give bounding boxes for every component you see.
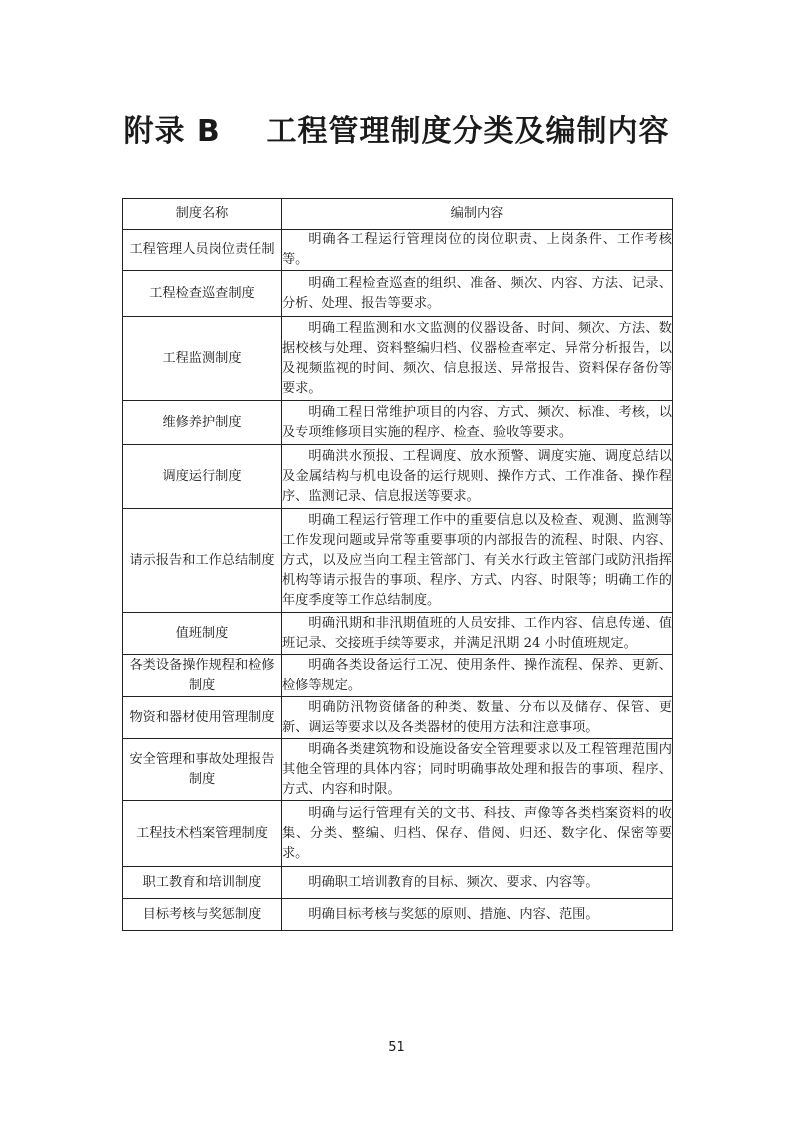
row-name: 请示报告和工作总结制度 xyxy=(123,509,282,613)
row-content: 明确工程日常维护项目的内容、方式、频次、标准、考核，以及专项维修项目实施的程序、检查、验收等要求。 xyxy=(282,401,673,445)
row-name: 职工教育和培训制度 xyxy=(123,867,282,899)
table-row xyxy=(123,739,673,801)
row-name: 工程技术档案管理制度 xyxy=(123,801,282,867)
table-row xyxy=(123,801,673,867)
table-row xyxy=(123,867,673,899)
row-name: 各类设备操作规程和检修制度 xyxy=(123,655,282,697)
row-name: 安全管理和事故处理报告制度 xyxy=(123,739,282,801)
page-number: 51 xyxy=(388,1040,405,1055)
table-row xyxy=(123,613,673,655)
row-content: 明确各类建筑物和设施设备安全管理要求以及工程管理范围内其他全管理的具体内容；同时明确事故处理和报告的事项、程序、方式、内容和时限。 xyxy=(282,739,673,801)
row-content: 明确防汛物资储备的种类、数量、分布以及储存、保管、更新、调运等要求以及各类器材的使用方法和注意事项。 xyxy=(282,697,673,739)
row-content: 明确与运行管理有关的文书、科技、声像等各类档案资料的收集、分类、整编、归档、保存、借阅、归还、数字化、保密等要求。 xyxy=(282,801,673,867)
row-name: 工程检查巡查制度 xyxy=(123,271,282,317)
table-row xyxy=(123,317,673,401)
table-header-row xyxy=(123,199,673,230)
row-name: 调度运行制度 xyxy=(123,445,282,509)
row-content: 明确各类设备运行工况、使用条件、操作流程、保养、更新、检修等规定。 xyxy=(282,655,673,697)
row-name: 工程管理人员岗位责任制 xyxy=(123,230,282,271)
row-name: 目标考核与奖惩制度 xyxy=(123,899,282,931)
row-name: 维修养护制度 xyxy=(123,401,282,445)
row-content: 明确洪水预报、工程调度、放水预警、调度实施、调度总结以及金属结构与机电设备的运行规则、操作方式、工作准备、操作程序、监测记录、信息报送等要求。 xyxy=(282,445,673,509)
table-row xyxy=(123,271,673,317)
table-row xyxy=(123,230,673,271)
table-row xyxy=(123,401,673,445)
row-name: 物资和器材使用管理制度 xyxy=(123,697,282,739)
table-row xyxy=(123,899,673,931)
table-row xyxy=(123,655,673,697)
row-content: 明确工程检查巡查的组织、准备、频次、内容、方法、记录、分析、处理、报告等要求。 xyxy=(282,271,673,317)
row-content: 明确工程运行管理工作中的重要信息以及检查、观测、监测等工作发现问题或异常等重要事项的内部报告的流程、时限、内容、方式，以及应当向工程主管部门、有关水行政主管部门或防汛指挥机构等请示报告的事项、程序、方式、内容、时限等；明确工作的年度季度等工作总结制度。 xyxy=(282,509,673,613)
regulation-table xyxy=(122,198,673,931)
page-title: 附录 B 工程管理制度分类及编制内容 xyxy=(123,114,670,149)
row-name: 工程监测制度 xyxy=(123,317,282,401)
header-content: 编制内容 xyxy=(282,199,673,230)
row-content: 明确目标考核与奖惩的原则、措施、内容、范围。 xyxy=(282,899,673,931)
row-name: 值班制度 xyxy=(123,613,282,655)
table-row xyxy=(123,509,673,613)
header-name: 制度名称 xyxy=(123,199,282,230)
row-content: 明确汛期和非汛期值班的人员安排、工作内容、信息传递、值班记录、交接班手续等要求，并满足汛期 24 小时值班规定。 xyxy=(282,613,673,655)
row-content: 明确各工程运行管理岗位的岗位职责、上岗条件、工作考核等。 xyxy=(282,230,673,271)
table-row xyxy=(123,445,673,509)
row-content: 明确工程监测和水文监测的仪器设备、时间、频次、方法、数据校核与处理、资料整编归档、仪器检查率定、异常分析报告，以及视频监视的时间、频次、信息报送、异常报告、资料保存备份等要求。 xyxy=(282,317,673,401)
row-content: 明确职工培训教育的目标、频次、要求、内容等。 xyxy=(282,867,673,899)
table-row xyxy=(123,697,673,739)
